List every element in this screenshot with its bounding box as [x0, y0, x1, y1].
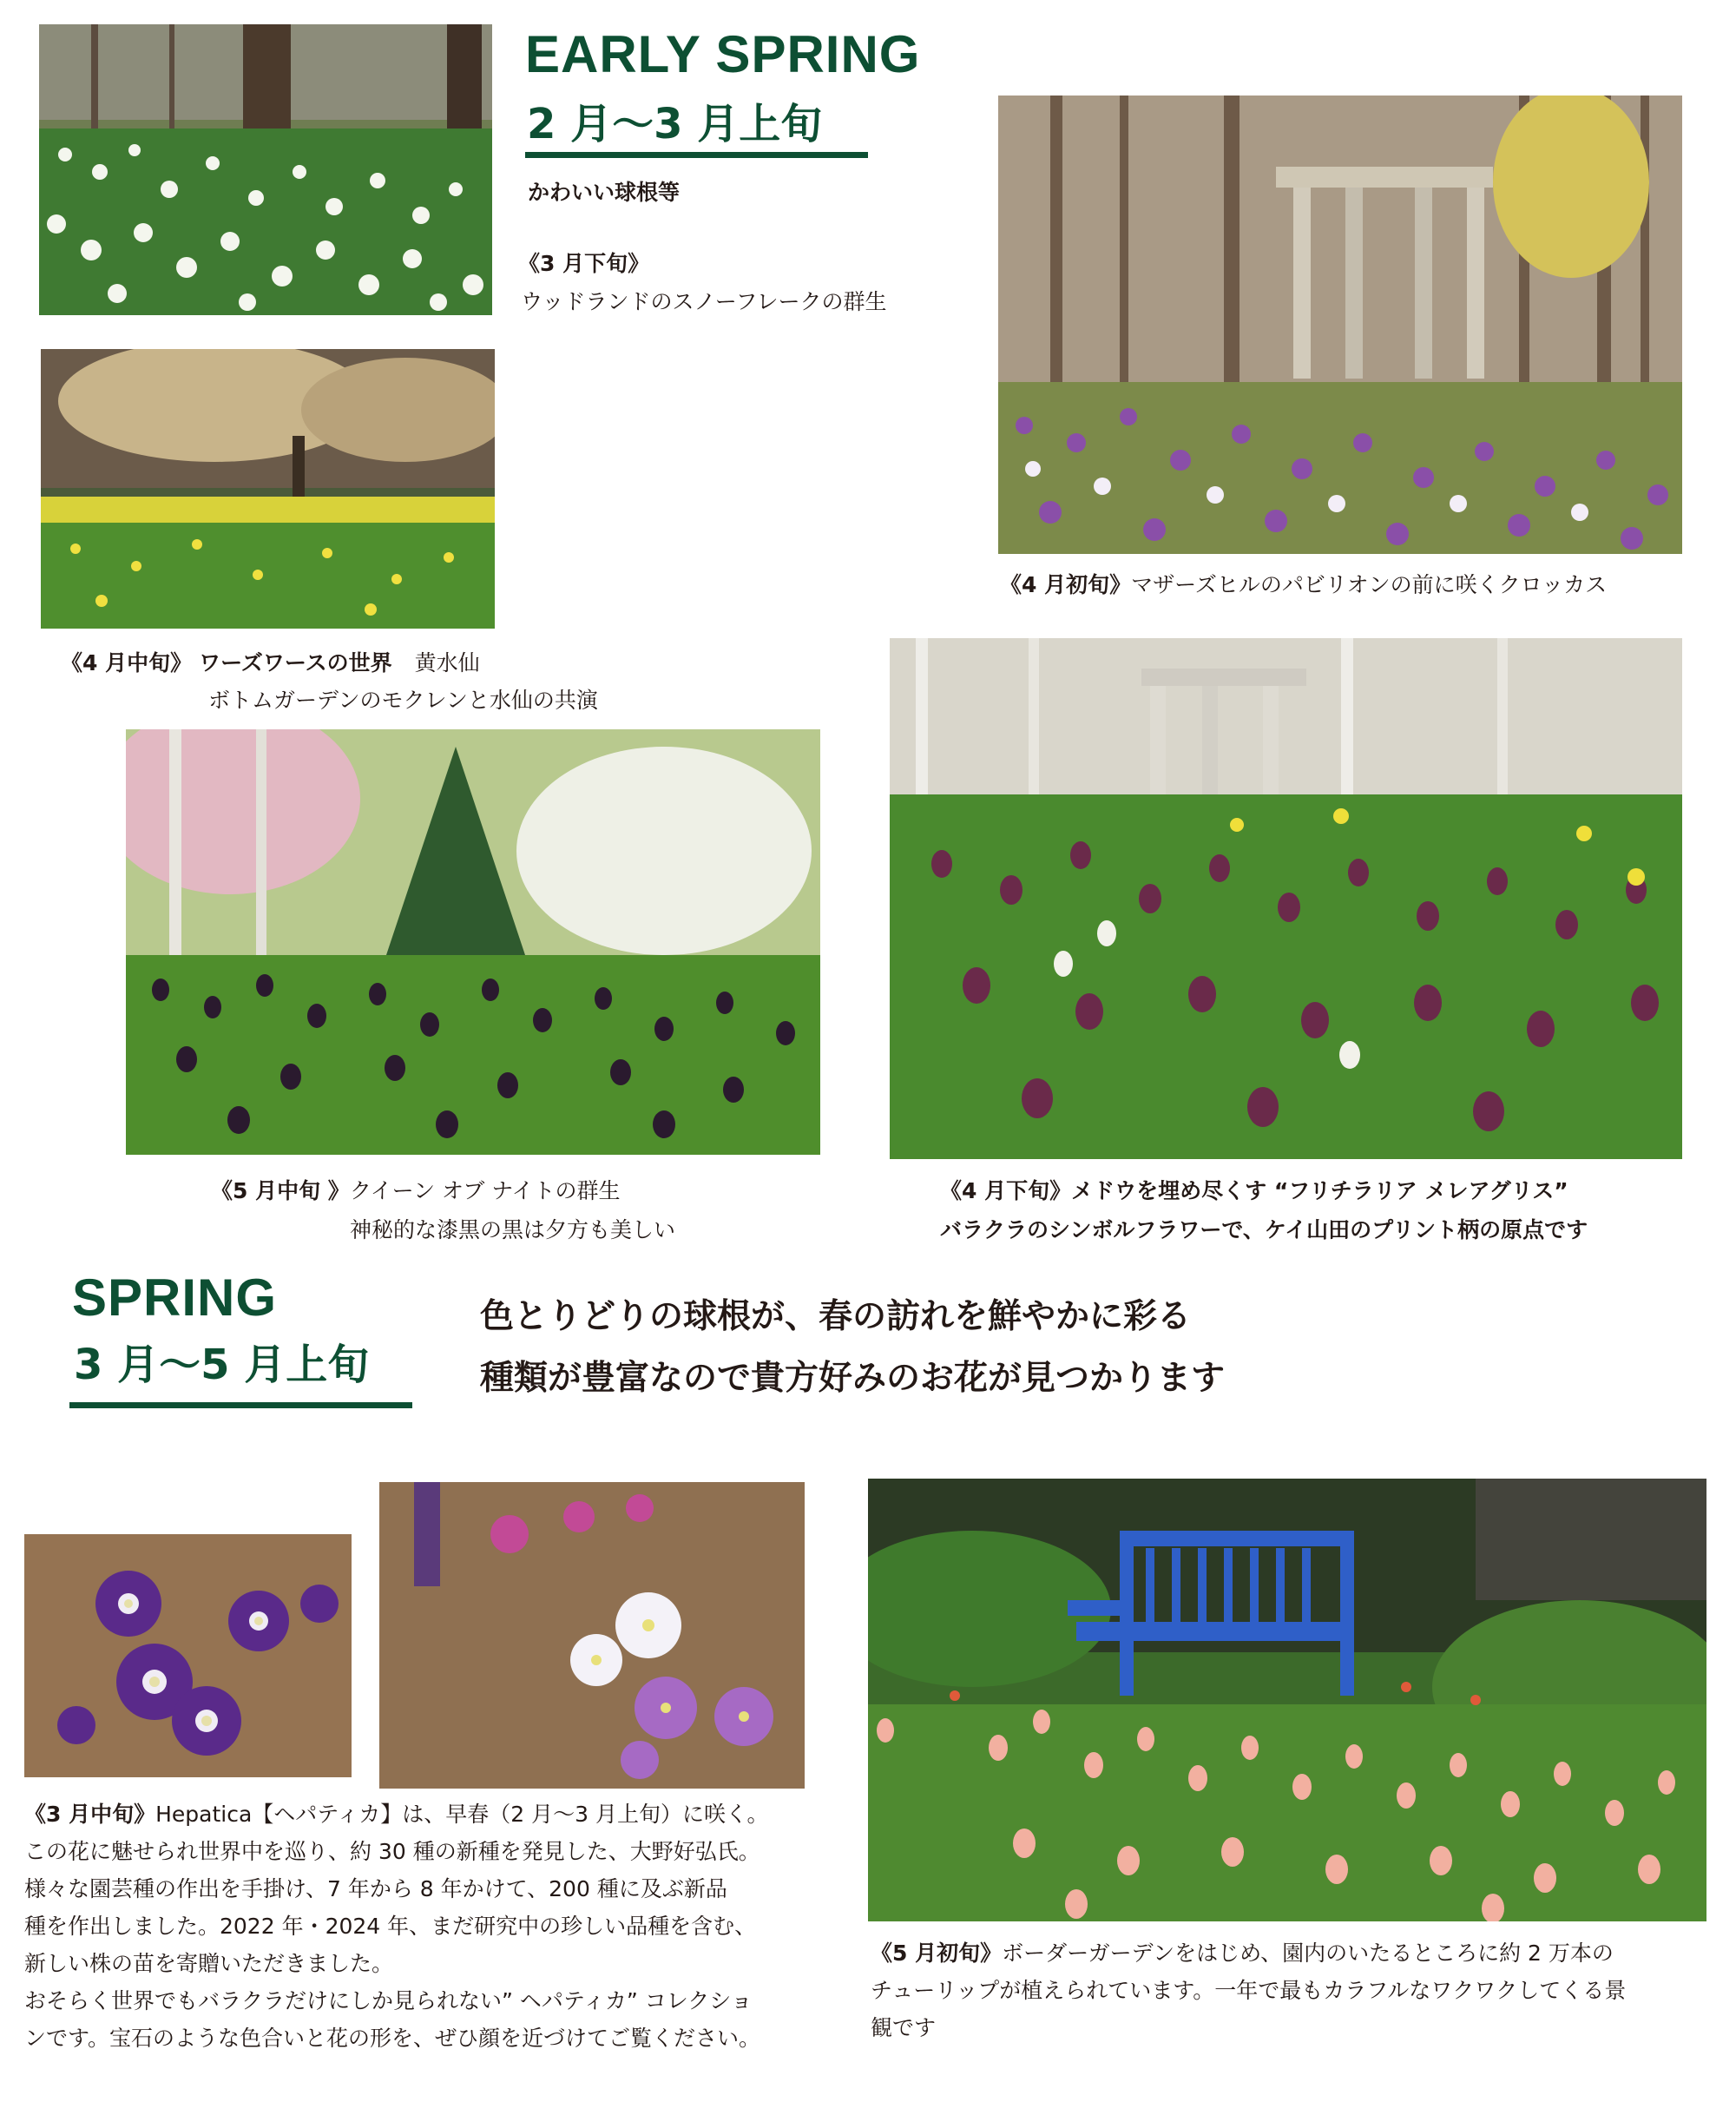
daffodil-caption-line2: ボトムガーデンのモクレンと水仙の共演 — [208, 688, 598, 713]
border-caption-line3: 観です — [871, 2015, 937, 2040]
hepatica-purple-photo — [24, 1534, 352, 1777]
fritillaria-photo — [890, 638, 1682, 1159]
border-garden-photo — [868, 1479, 1706, 1921]
hepatica-white-pink-photo — [379, 1482, 805, 1789]
fritillaria-caption-text: メドウを埋め尽くす “フリチラリア メレアグリス” — [1071, 1178, 1568, 1203]
spring-lead-line2: 種類が豊富なので貴方好みのお花が見つかります — [480, 1359, 1226, 1398]
spring-period: 3 月〜5 月上旬 — [74, 1341, 370, 1389]
border-caption-date: 《5 月初旬》 — [871, 1941, 1003, 1966]
snowflake-caption-text: ウッドランドのスノーフレークの群生 — [521, 289, 887, 314]
border-caption-line1 — [871, 1934, 1614, 1972]
hepatica-date: 《3 月中旬》 — [24, 1802, 156, 1827]
hepatica-intro: Hepatica【ヘパティカ】は、早春（2 月〜3 月上旬）に咲く。 — [155, 1802, 769, 1827]
daffodil-caption-line1 — [61, 644, 480, 682]
spring-title: SPRING — [72, 1268, 278, 1327]
fritillaria-caption-line1 — [940, 1172, 1568, 1209]
border-caption-text-1: ボーダーガーデンをはじめ、園内のいたるところに約 2 万本の — [1002, 1941, 1614, 1966]
daffodil-caption-date: 《4 月中旬》 — [61, 650, 193, 675]
queen-caption-line1 — [211, 1172, 620, 1209]
hepatica-line-6: ンです。宝石のような色合いと花の形を、ぜひ顔を近づけてご覧ください。 — [24, 2026, 761, 2051]
border-caption-line2: チューリップが植えられています。一年で最もカラフルなワクワクしてくる景 — [871, 1978, 1627, 2003]
daffodil-caption-text: 黄水仙 — [414, 650, 480, 675]
hepatica-first-line — [24, 1796, 769, 1833]
queen-caption-line2: 神秘的な漆黒の黒は夕方も美しい — [350, 1217, 676, 1242]
early-spring-title: EARLY SPRING — [525, 25, 921, 83]
crocus-caption-date: 《4 月初旬》 — [1000, 572, 1132, 597]
spring-lead-line1: 色とりどりの球根が、春の訪れを鮮やかに彩る — [480, 1297, 1192, 1336]
hepatica-line-4: 新しい株の苗を寄贈いただきました。 — [24, 1951, 394, 1976]
fritillaria-caption-line2: バラクラのシンボルフラワーで、ケイ山田のプリント柄の原点です — [940, 1217, 1588, 1242]
hepatica-line-1: この花に魅せられ世界中を巡り、約 30 種の新種を発見した、大野好弘氏。 — [24, 1839, 760, 1864]
crocus-photo — [998, 96, 1682, 554]
queen-of-night-photo — [126, 729, 820, 1155]
hepatica-line-3: 種を作出しました。2022 年・2024 年、まだ研究中の珍しい品種を含む、 — [24, 1914, 757, 1939]
early-spring-subtitle: かわいい球根等 — [528, 180, 681, 205]
early-spring-rule — [525, 152, 868, 158]
spring-rule — [69, 1402, 412, 1408]
fritillaria-caption-date: 《4 月下旬》 — [940, 1178, 1072, 1203]
queen-caption-text: クイーン オブ ナイトの群生 — [349, 1178, 621, 1203]
snowflake-photo — [39, 24, 492, 315]
early-spring-period: 2 月〜3 月上旬 — [527, 100, 823, 148]
crocus-caption — [1000, 566, 1607, 603]
daffodil-caption-title: ワーズワースの世界 — [199, 650, 392, 675]
crocus-caption-text: マザーズヒルのパビリオンの前に咲くクロッカス — [1131, 572, 1608, 597]
queen-caption-date: 《5 月中旬 》 — [211, 1178, 350, 1203]
hepatica-line-2: 様々な園芸種の作出を手掛け、7 年から 8 年かけて、200 種に及ぶ新品 — [24, 1876, 727, 1901]
snowflake-caption-date: 《3 月下旬》 — [518, 251, 650, 276]
daffodil-photo — [41, 349, 495, 629]
hepatica-line-5: おそらく世界でもバラクラだけにしか見られない” ヘパティカ” コレクショ — [24, 1988, 753, 2013]
